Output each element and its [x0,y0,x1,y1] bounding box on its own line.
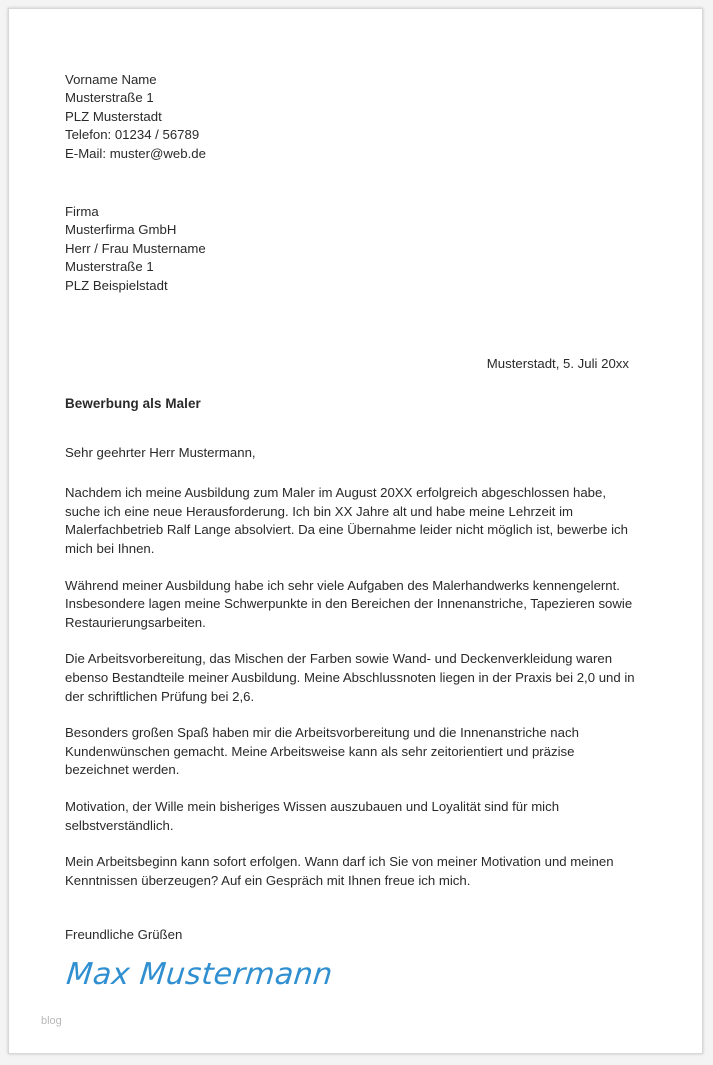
recipient-line-1: Firma [65,204,99,220]
document-page-surface [9,9,702,1053]
spacer-after-sender [65,163,635,203]
body-paragraph: Motivation, der Wille mein bisheriges Wissen auszubauen und Loyalität sind für mich selbstverständlich. [65,799,560,833]
salutation: Sehr geehrter Herr Mustermann, [65,444,256,460]
body-paragraph: Besonders großen Spaß haben mir die Arbeitsvorbereitung und die Innenanstriche nach Kundenwünschen gemacht. Meine Arbeitsweise kann als sehr zeitorientiert und präzise bezeichnet werden. [65,725,579,778]
body-paragraph: Die Arbeitsvorbereitung, das Mischen der Farben sowie Wand- und Deckenverkleidung waren ebenso Bestandteile meiner Ausbildung. Meine Abschlussnoten liegen in der Praxis bei 2,0 und in der schriftlichen Prüfung bei 2,6. [65,651,635,704]
letter-body [65,71,635,990]
signature: Max Mustermann [64,956,335,992]
spacer-before-date [65,295,635,355]
subject-line: Bewerbung als Maler [65,396,201,412]
recipient-line-3: Herr / Frau Mustername [65,240,206,256]
sender-address-block [65,71,635,163]
sender-line-4: Telefon: 01234 / 56789 [65,127,200,143]
sender-line-3: PLZ Musterstadt [65,108,162,124]
watermark-label: blog [41,1015,62,1027]
spacer-before-subject [65,373,635,395]
recipient-line-4: Musterstraße 1 [65,259,154,275]
body-paragraph: Mein Arbeitsbeginn kann sofort erfolgen. Wann darf ich Sie von meiner Motivation und meinen Kenntnissen überzeugen? Auf ein Gespräch mit Ihnen freue ich mich. [65,854,614,888]
date-line: Musterstadt, 5. Juli 20xx [486,356,629,372]
sender-line-1: Vorname Name [65,72,157,87]
sender-line-5: E-Mail: muster@web.de [65,145,206,161]
closing-line: Freundliche Grüßen [65,927,183,943]
spacer-before-closing [65,890,635,926]
sender-line-2: Musterstraße 1 [65,90,154,106]
recipient-address-block [65,203,635,295]
body-paragraph: Nachdem ich meine Ausbildung zum Maler im August 20XX erfolgreich abgeschlossen habe, suche ich eine neue Herausforderung. Ich bin XX Jahre alt und habe meine Lehrzeit im Malerfachbetrieb Ralf Lange absolviert. Da eine Übernahme leider nicht möglich ist, bewerbe ich mich bei Ihnen. [65,485,628,557]
recipient-line-2: Musterfirma GmbH [65,222,177,238]
spacer-before-body [65,462,635,484]
body-paragraph: Während meiner Ausbildung habe ich sehr viele Aufgaben des Malerhandwerks kennengelernt. Insbesondere lagen meine Schwerpunkte in den Bereichen der Innenanstriche, Tapezieren sowie Restaurierungsarbeiten. [65,577,633,630]
document-page [8,8,703,1054]
spacer-before-salutation [65,414,635,444]
recipient-line-5: PLZ Beispielstadt [65,277,168,293]
